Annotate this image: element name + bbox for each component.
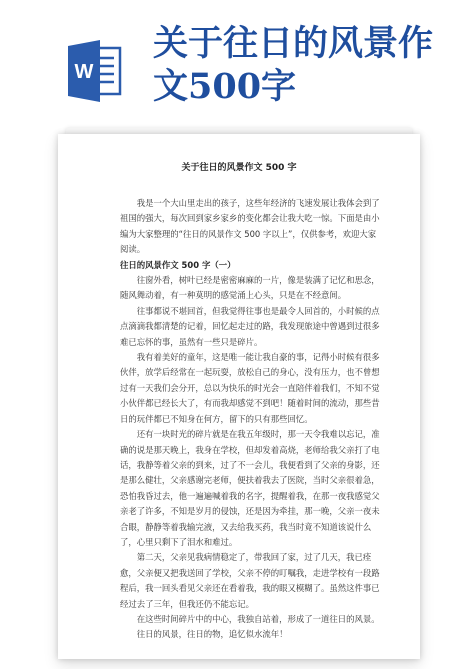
document-heading: 关于往日的风景作文500字 bbox=[153, 23, 434, 107]
word-document-icon bbox=[66, 40, 122, 102]
paragraph: 往事都说不堪回首，但我觉得往事也是最令人回首的，小时候的点点滴滴我都清楚的记着，回忆起走过的路，我发现旅途中曾遇到过很多难已忘怀的事，虽然有一些只是碎片。 bbox=[120, 305, 380, 347]
section-heading: 往日的风景作文 500 字（一） bbox=[120, 259, 236, 270]
paragraph: 我是一个大山里走出的孩子，这些年经济的飞速发展让我体会到了祖国的强大，每次回到家乡家乡的变化都会让我大吃一惊。下面是由小编为大家整理的“往日的风景作文 500 字以上”，仅供参考，欢迎大家阅读。 bbox=[120, 198, 380, 255]
paragraph: 在这些时间碎片中的中心，我独自站着，形成了一道往日的风景。 bbox=[136, 613, 380, 624]
page-body bbox=[120, 196, 380, 643]
paragraph: 还有一块时光的碎片就是在我五年级时，那一天令我难以忘记，准确的说是那天晚上，我身在学校，但却发着高烧，老师给我父亲打了电话，我静等着父亲的到来，过了不一会儿，我便看到了父亲的身影，还是那么健壮，父亲感谢完老师，便扶着我去了医院，当时父亲很着急，恐怕我昏过去，他一遍遍喊着我的名字，提醒着我，在那一夜我感觉父亲老了许多，不知是岁月的侵蚀，还是因为牵挂，那一晚，父亲一夜未合眼，静静等着我输完液，又去给我买药，我当时竟不知道该说什么了，心里只剩下了泪水和难过。 bbox=[120, 429, 380, 547]
page-title: 关于往日的风景作文 500 字 bbox=[181, 163, 297, 173]
paragraph: 我有着美好的童年，这是唯一能让我自豪的事，记得小时候有很多伙伴，放学后经常在一起玩耍，放松自己的身心，没有压力，也不曾想过有一天我们会分开，总以为快乐的时光会一直陪伴着我们，不知不觉小伙伴都已经长大了，有而我却感觉不到吧！随着时间的流动，那些昔日的玩伴都已不知身在何方，留下的只有那些回忆。 bbox=[120, 352, 380, 424]
header-banner bbox=[0, 0, 474, 120]
paragraph: 第二天，父亲见我病情稳定了，带我回了家，过了几天，我已痊愈，父亲便又把我送回了学校，父亲不停的叮嘱我，走进学校有一段路程后，我一回头看见父亲还在看着我，我的眼又模糊了。虽然这件事已经过去了三年，但我还仍不能忘记。 bbox=[120, 552, 380, 609]
document-page bbox=[58, 134, 420, 659]
svg-text:W: W bbox=[74, 61, 94, 83]
paragraph: 往窗外看，树叶已经是密密麻麻的一片，像是装满了记忆和思念，随风舞动着，有一种莫明的感觉涌上心头，只是在不经意间。 bbox=[120, 275, 380, 301]
paragraph: 往日的风景，往日的物，追忆似水流年！ bbox=[136, 629, 288, 640]
